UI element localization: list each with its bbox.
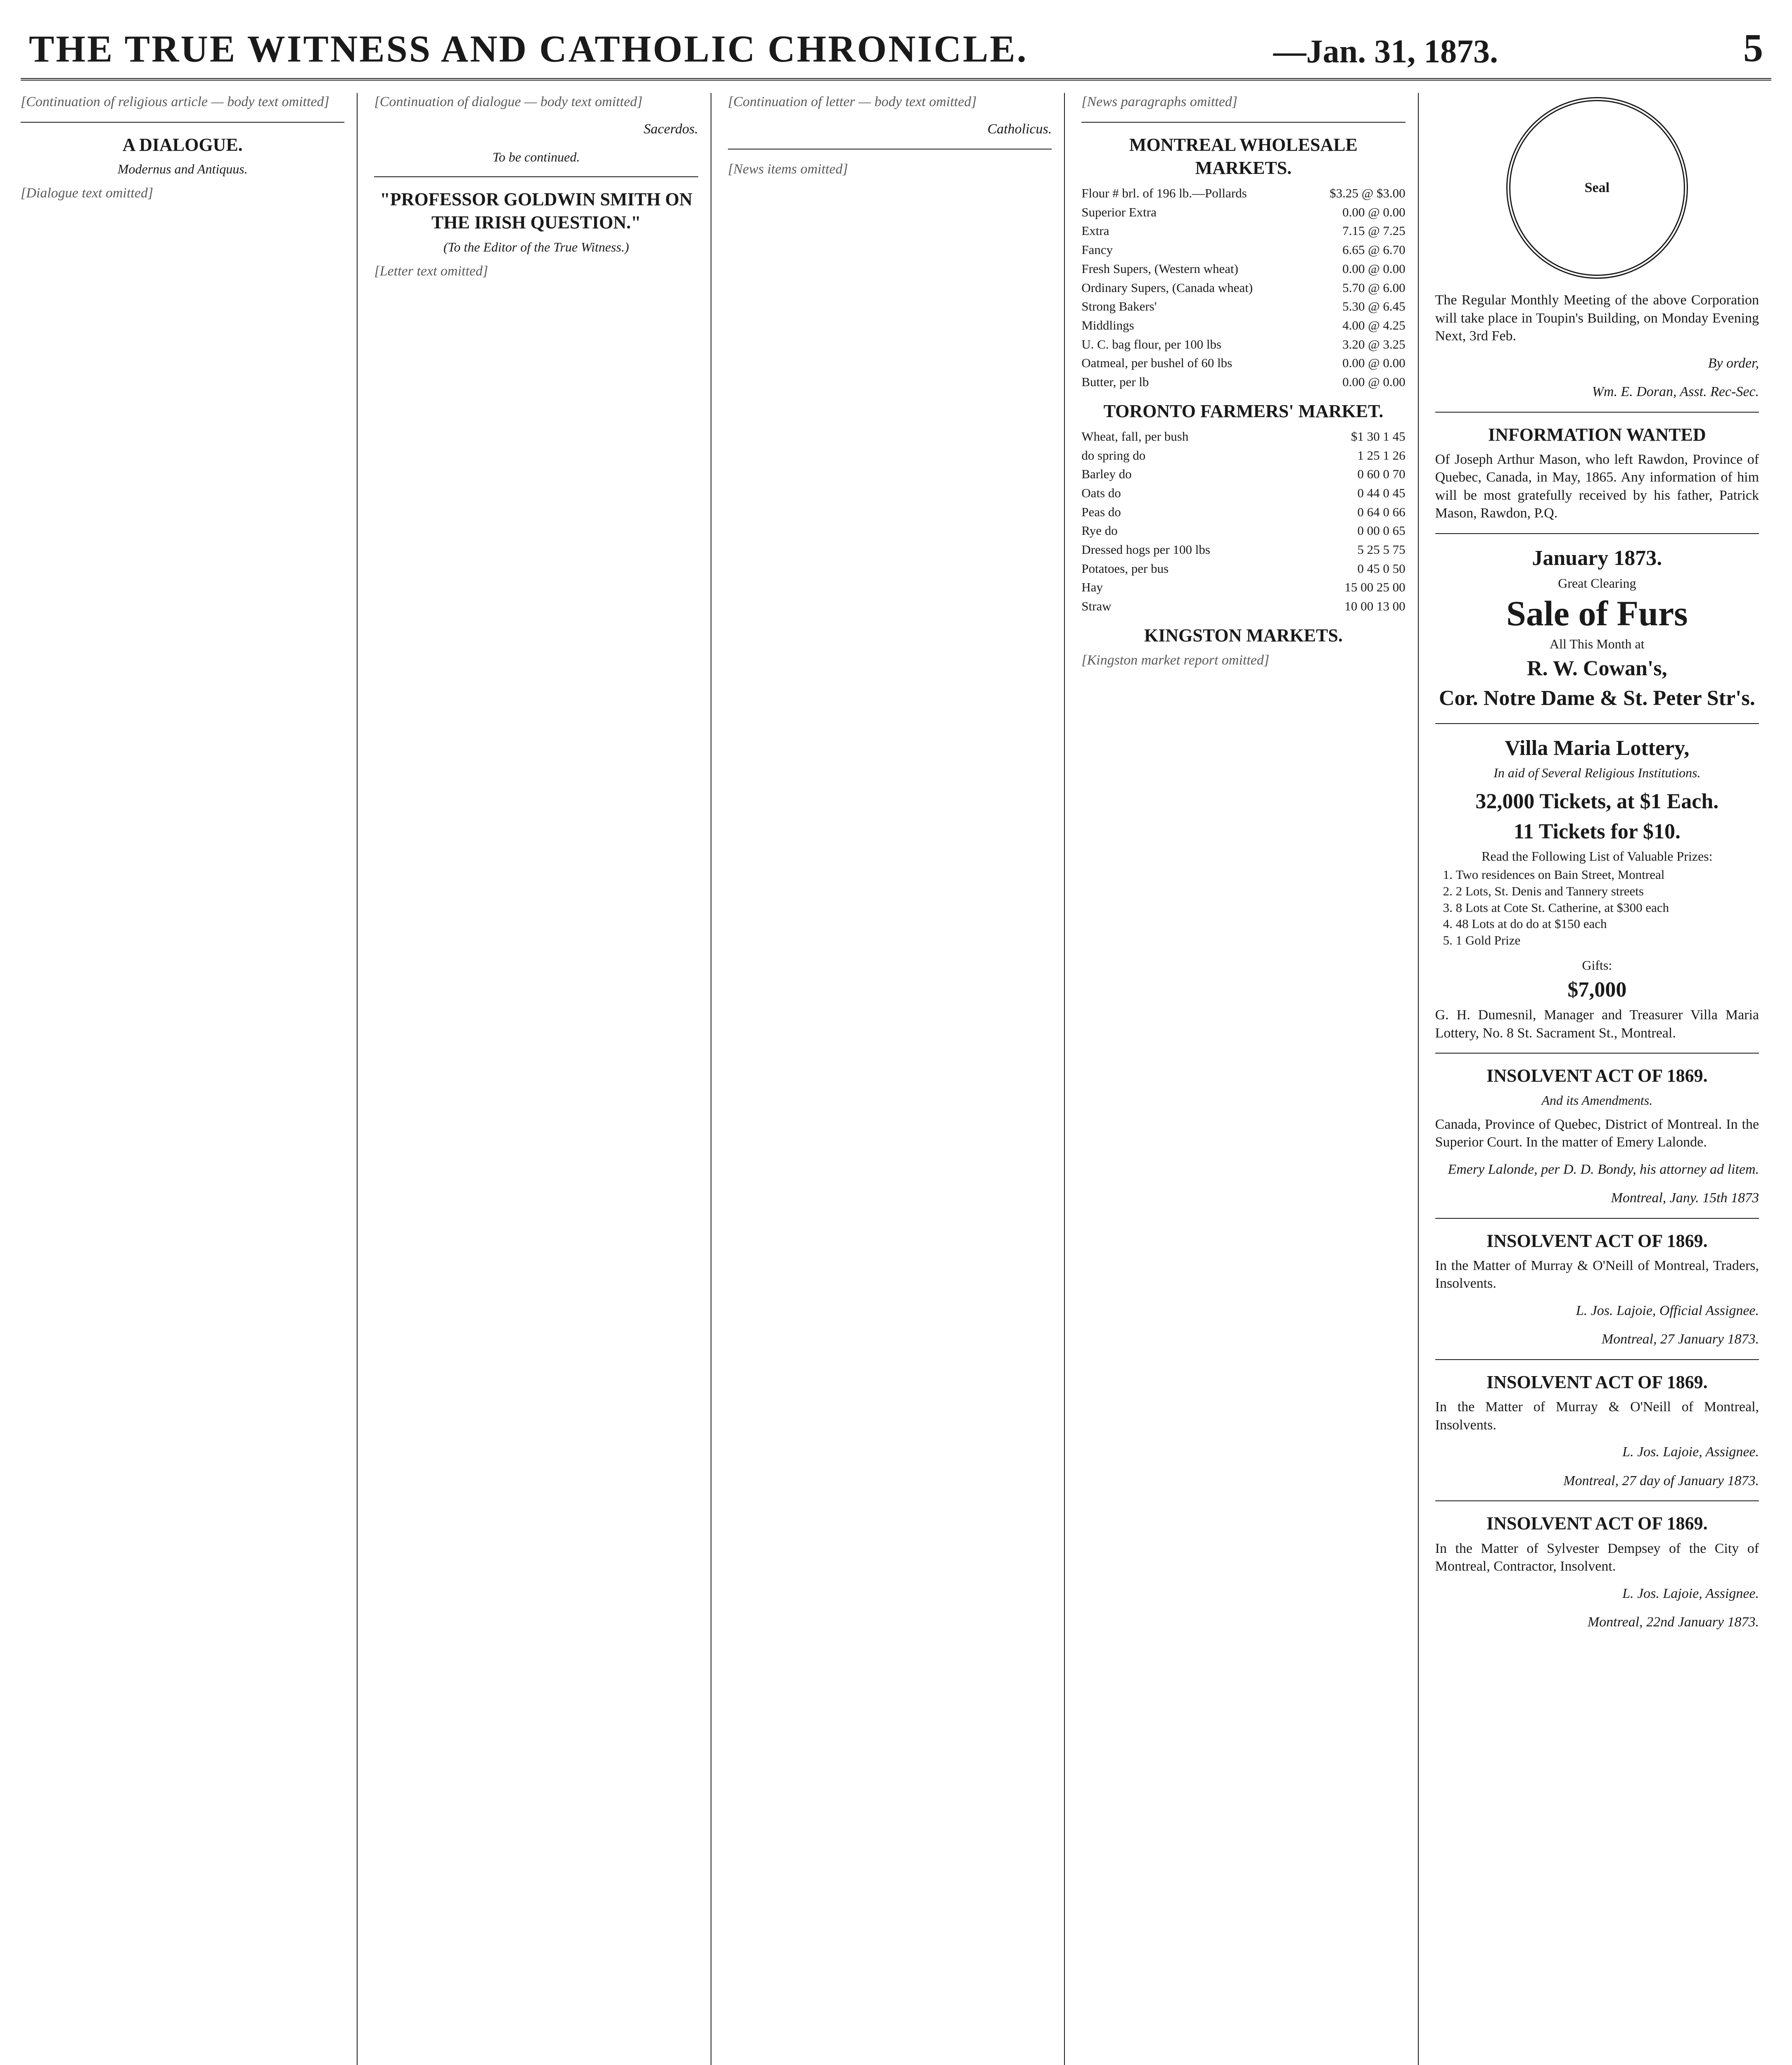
price-item: Barley do xyxy=(1081,467,1132,482)
price-item: Extra xyxy=(1081,223,1109,238)
masthead xyxy=(21,17,1771,81)
price-value: $3.25 @ $3.00 xyxy=(1330,186,1406,201)
insolvent-2-text: In the Matter of Murray & O'Neill of Montreal, Traders, Insolvents. xyxy=(1435,1258,1759,1291)
price-item: Dressed hogs per 100 lbs xyxy=(1081,542,1210,557)
toronto-markets-table xyxy=(1081,427,1405,616)
price-value: 5 25 5 75 xyxy=(1357,542,1406,557)
price-row xyxy=(1081,540,1405,559)
lottery-heading: Villa Maria Lottery, xyxy=(1505,736,1690,760)
column-rule xyxy=(1435,1500,1759,1501)
price-value: $1 30 1 45 xyxy=(1351,429,1406,444)
montreal-markets-heading: MONTREAL WHOLESALE MARKETS. xyxy=(1129,134,1358,178)
price-row xyxy=(1081,240,1405,259)
price-row xyxy=(1081,354,1405,373)
price-value: 5.70 @ 6.00 xyxy=(1342,280,1406,295)
columns xyxy=(21,93,1771,2065)
dialogue-placeholder: [Dialogue text omitted] xyxy=(21,185,154,201)
column-5 xyxy=(1435,93,1771,2065)
issue-date: —Jan. 31, 1873. xyxy=(1273,33,1498,70)
price-value: 0.00 @ 0.00 xyxy=(1342,374,1406,389)
column-rule xyxy=(1435,723,1759,724)
dialogue-continued-placeholder: [Continuation of dialogue — body text omitted] xyxy=(374,94,643,109)
dialogue-subheading: Modernus and Antiquus. xyxy=(117,161,248,176)
price-value: 0.00 @ 0.00 xyxy=(1342,204,1406,219)
price-value: 7.15 @ 7.25 xyxy=(1342,223,1406,238)
insolvent-1-heading: INSOLVENT ACT OF 1869. xyxy=(1486,1066,1708,1086)
paper-title: THE TRUE WITNESS AND CATHOLIC CHRONICLE. xyxy=(29,28,1028,70)
price-row xyxy=(1081,221,1405,240)
insolvent-3-heading: INSOLVENT ACT OF 1869. xyxy=(1486,1372,1708,1392)
column-rule xyxy=(1081,122,1405,123)
price-row xyxy=(1081,578,1405,597)
fur-sale-store: R. W. Cowan's, xyxy=(1527,656,1667,680)
insolvent-3-sign: L. Jos. Lajoie, Assignee. xyxy=(1622,1444,1759,1460)
insolvent-1-text: Canada, Province of Quebec, District of Montreal. In the Superior Court. In the matter of Emery Lalonde. xyxy=(1435,1116,1759,1150)
info-wanted-text: Of Joseph Arthur Mason, who left Rawdon, Province of Quebec, Canada, in May, 1865. Any information of him will be most gratefully received by his father, Patrick Mason, Rawdon, P.Q. xyxy=(1435,451,1759,521)
price-row xyxy=(1081,503,1405,522)
price-item: Fancy xyxy=(1081,242,1113,257)
price-value: 1 25 1 26 xyxy=(1357,448,1406,463)
lottery-subheading: In aid of Several Religious Institutions. xyxy=(1493,765,1701,781)
dialogue-heading: A DIALOGUE. xyxy=(122,134,243,155)
article-placeholder: [Continuation of religious article — body text omitted] xyxy=(21,94,329,109)
price-value: 0 44 0 45 xyxy=(1357,485,1406,500)
fur-sale-address: Cor. Notre Dame & St. Peter Str's. xyxy=(1439,686,1755,710)
signoff: Catholicus. xyxy=(987,121,1052,137)
price-row xyxy=(1081,373,1405,392)
price-item: Wheat, fall, per bush xyxy=(1081,429,1189,444)
price-item: Middlings xyxy=(1081,318,1134,332)
price-value: 3.20 @ 3.25 xyxy=(1342,337,1406,351)
price-item: U. C. bag flour, per 100 lbs xyxy=(1081,337,1222,351)
insolvent-3-text: In the Matter of Murray & O'Neill of Montreal, Insolvents. xyxy=(1435,1399,1759,1433)
price-row xyxy=(1081,465,1405,484)
price-value: 15 00 25 00 xyxy=(1344,580,1406,595)
price-row xyxy=(1081,446,1405,465)
price-value: 0 60 0 70 xyxy=(1357,467,1406,482)
prize-total: $7,000 xyxy=(1567,978,1627,1002)
price-item: Fresh Supers, (Western wheat) xyxy=(1081,261,1238,276)
price-item: Butter, per lb xyxy=(1081,374,1149,389)
column-2 xyxy=(374,93,711,2065)
meeting-notice: The Regular Monthly Meeting of the above Corporation will take place in Toupin's Building, on Monday Evening Next, 3rd Feb. xyxy=(1435,292,1759,344)
price-row xyxy=(1081,316,1405,335)
fur-sale-when: All This Month at xyxy=(1550,636,1645,651)
price-item: Oatmeal, per bushel of 60 lbs xyxy=(1081,356,1233,370)
fur-sale-label: Great Clearing xyxy=(1558,575,1636,591)
by-order: By order, xyxy=(1708,355,1759,371)
price-item: Straw xyxy=(1081,598,1112,613)
price-value: 0.00 @ 0.00 xyxy=(1342,261,1406,276)
prize-item: 5. 1 Gold Prize xyxy=(1456,932,1759,949)
price-row xyxy=(1081,203,1405,222)
price-value: 0 45 0 50 xyxy=(1357,561,1406,576)
price-row xyxy=(1081,427,1405,446)
column-rule xyxy=(1435,1359,1759,1360)
price-row xyxy=(1081,278,1405,297)
lottery-tickets: 32,000 Tickets, at $1 Each. xyxy=(1475,790,1719,814)
column-rule xyxy=(21,122,344,123)
column-rule xyxy=(1435,1218,1759,1219)
price-item: Superior Extra xyxy=(1081,204,1157,219)
price-value: 4.00 @ 4.25 xyxy=(1342,318,1406,332)
price-row xyxy=(1081,559,1405,578)
prize-item: 1. Two residences on Bain Street, Montreal xyxy=(1456,866,1759,883)
gifts-heading: Gifts: xyxy=(1582,957,1612,973)
fur-sale-month: January 1873. xyxy=(1532,546,1662,570)
fur-sale-title: Sale of Furs xyxy=(1506,593,1688,634)
insolvent-4-text: In the Matter of Sylvester Dempsey of the City of Montreal, Contractor, Insolvent. xyxy=(1435,1540,1759,1574)
price-value: 10 00 13 00 xyxy=(1344,598,1406,613)
kingston-markets-heading: KINGSTON MARKETS. xyxy=(1144,625,1343,646)
price-row xyxy=(1081,297,1405,316)
column-rule xyxy=(1435,1053,1759,1054)
column-3 xyxy=(728,93,1065,2065)
news-placeholder: [News paragraphs omitted] xyxy=(1081,94,1238,109)
column-1 xyxy=(21,93,358,2065)
info-wanted-heading: INFORMATION WANTED xyxy=(1488,424,1706,445)
insolvent-4-sign: L. Jos. Lajoie, Assignee. xyxy=(1622,1586,1759,1601)
column-4 xyxy=(1081,93,1418,2065)
lottery-manager: G. H. Dumesnil, Manager and Treasurer Villa Maria Lottery, No. 8 St. Sacrament St., Montreal. xyxy=(1435,1007,1759,1041)
price-item: Rye do xyxy=(1081,523,1118,538)
letter-placeholder: [Letter text omitted] xyxy=(374,263,488,279)
toronto-markets-heading: TORONTO FARMERS' MARKET. xyxy=(1103,401,1384,421)
price-value: 6.65 @ 6.70 xyxy=(1342,242,1406,257)
price-row xyxy=(1081,184,1405,203)
price-item: Peas do xyxy=(1081,504,1121,519)
price-item: Flour # brl. of 196 lb.—Pollards xyxy=(1081,186,1247,201)
insolvent-1-party: Emery Lalonde, per D. D. Bondy, his attorney ad litem. xyxy=(1448,1161,1759,1177)
insolvent-2-date: Montreal, 27 January 1873. xyxy=(1601,1332,1759,1347)
kingston-placeholder: [Kingston market report omitted] xyxy=(1081,652,1270,668)
price-item: Hay xyxy=(1081,580,1103,595)
price-row xyxy=(1081,484,1405,503)
price-item: do spring do xyxy=(1081,448,1146,463)
price-row xyxy=(1081,597,1405,616)
news-placeholder: [News items omitted] xyxy=(728,161,848,177)
prize-list xyxy=(1435,866,1759,948)
price-row xyxy=(1081,521,1405,540)
signoff: Sacerdos. xyxy=(643,121,698,137)
letter-subheading: (To the Editor of the True Witness.) xyxy=(443,239,629,254)
seal-label: Seal xyxy=(1584,180,1610,196)
price-value: 0 00 0 65 xyxy=(1357,523,1406,538)
secretary: Wm. E. Doran, Asst. Rec-Sec. xyxy=(1592,384,1759,400)
montreal-markets-table xyxy=(1081,184,1405,391)
insolvent-4-date: Montreal, 22nd January 1873. xyxy=(1587,1614,1759,1630)
price-value: 0 64 0 66 xyxy=(1357,504,1406,519)
prize-item: 2. 2 Lots, St. Denis and Tannery streets xyxy=(1456,883,1759,900)
price-row xyxy=(1081,259,1405,278)
price-item: Strong Bakers' xyxy=(1081,299,1157,314)
to-be-continued: To be continued. xyxy=(492,150,580,165)
price-item: Oats do xyxy=(1081,485,1121,500)
insolvent-2-sign: L. Jos. Lajoie, Official Assignee. xyxy=(1576,1303,1759,1318)
insolvent-1-sub: And its Amendments. xyxy=(1541,1092,1653,1108)
price-item: Ordinary Supers, (Canada wheat) xyxy=(1081,280,1253,295)
price-value: 0.00 @ 0.00 xyxy=(1342,356,1406,370)
insolvent-1-date: Montreal, Jany. 15th 1873 xyxy=(1611,1190,1759,1206)
lottery-bundle: 11 Tickets for $10. xyxy=(1513,819,1681,843)
letter-continued-placeholder: [Continuation of letter — body text omitted] xyxy=(728,94,977,109)
insolvent-3-date: Montreal, 27 day of January 1873. xyxy=(1563,1473,1759,1488)
price-item: Potatoes, per bus xyxy=(1081,561,1169,576)
prize-item: 3. 8 Lots at Cote St. Catherine, at $300 each xyxy=(1456,900,1759,916)
page-number: 5 xyxy=(1743,26,1763,70)
column-rule xyxy=(728,149,1052,150)
insolvent-2-heading: INSOLVENT ACT OF 1869. xyxy=(1486,1230,1708,1251)
price-row xyxy=(1081,335,1405,354)
column-rule xyxy=(1435,412,1759,413)
society-seal-icon xyxy=(1506,97,1688,279)
price-value: 5.30 @ 6.45 xyxy=(1342,299,1406,314)
letter-heading: "PROFESSOR GOLDWIN SMITH ON THE IRISH QUESTION." xyxy=(380,189,692,233)
prize-item: 4. 48 Lots at do do at $150 each xyxy=(1456,916,1759,932)
column-rule xyxy=(1435,533,1759,534)
column-rule xyxy=(374,176,698,177)
insolvent-4-heading: INSOLVENT ACT OF 1869. xyxy=(1486,1513,1708,1534)
prizes-heading: Read the Following List of Valuable Prizes: xyxy=(1481,849,1713,864)
